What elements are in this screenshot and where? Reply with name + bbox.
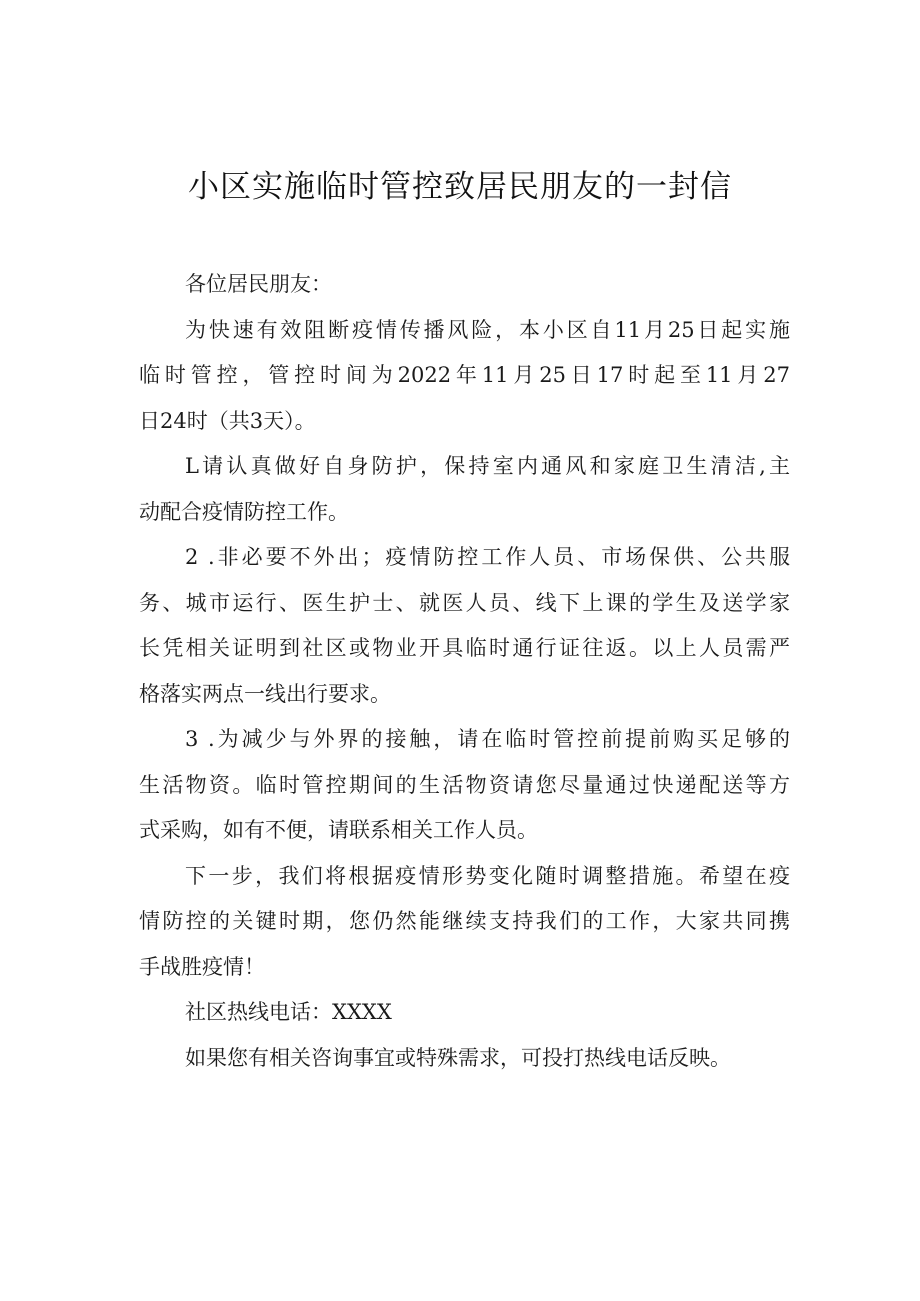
paragraph-line: 下一步，我们将根据疫情形势变化随时调整措施。希望在疫 — [185, 863, 790, 888]
paragraph-line: 2 .非必要不外出；疫情防控工作人员、市场保供、公共服 — [185, 545, 790, 569]
paragraph-line: 社区热线电话：XXXX — [185, 1000, 392, 1024]
paragraph-line: 格落实两点一线出行要求。 — [139, 681, 391, 706]
paragraph-line: 情防控的关键时期，您仍然能继续支持我们的工作，大家共同携 — [139, 909, 790, 933]
paragraph-line: 如果您有相关咨询事宜或特殊需求，可投打热线电话反映。 — [185, 1045, 731, 1070]
paragraph-line: 日24时（共3天）。 — [139, 408, 316, 433]
paragraph-line: 生活物资。临时管控期间的生活物资请您尽量通过快递配送等方 — [139, 772, 790, 797]
paragraph-line: 临时管控，管控时间为2022年11月25日17时起至11月27 — [139, 363, 790, 387]
letter-title: 小区实施临时管控致居民朋友的一封信 — [188, 169, 732, 205]
paragraph-line: 为快速有效阻断疫情传播风险，本小区自11月25日起实施 — [185, 317, 790, 342]
paragraph-line: 务、城市运行、医生护士、就医人员、线下上课的学生及送学家 — [139, 590, 790, 615]
paragraph-line: L请认真做好自身防护，保持室内通风和家庭卫生清洁,主 — [185, 454, 790, 478]
paragraph-line: 3 .为减少与外界的接触，请在临时管控前提前购买足够的 — [185, 727, 790, 751]
paragraph-line: 手战胜疫情！ — [139, 954, 265, 979]
paragraph-line: 各位居民朋友： — [185, 272, 332, 296]
paragraph-line: 式采购，如有不便，请联系相关工作人员。 — [139, 818, 538, 842]
paragraph-line: 动配合疫情防控工作。 — [139, 499, 349, 524]
paragraph-line: 长凭相关证明到社区或物业开具临时通行证往返。以上人员需严 — [139, 636, 790, 660]
letter-body — [139, 262, 790, 1081]
